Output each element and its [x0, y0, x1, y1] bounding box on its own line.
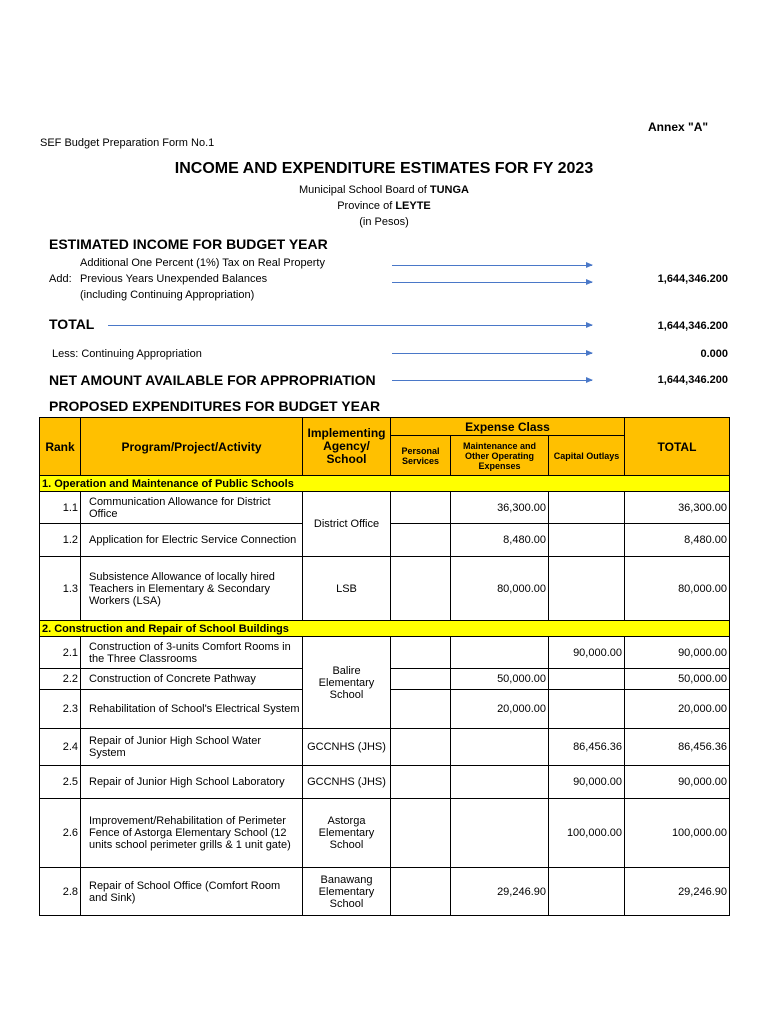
group-row-operation: 1. Operation and Maintenance of Public Schools — [40, 476, 730, 492]
income-line-balances: Previous Years Unexpended Balances — [80, 273, 268, 285]
header-rank: Rank — [40, 418, 81, 476]
row-mooe: 80,000.00 — [451, 557, 549, 621]
row-ps — [391, 690, 451, 729]
row-total: 80,000.00 — [625, 557, 730, 621]
income-line-tax: Additional One Percent (1%) Tax on Real Property — [80, 257, 325, 269]
annex-label: Annex "A" — [648, 120, 709, 134]
row-rank: 2.8 — [40, 868, 81, 916]
table-row — [40, 729, 730, 766]
row-ps — [391, 868, 451, 916]
row-mooe: 50,000.00 — [451, 669, 549, 690]
arrow-icon — [392, 265, 592, 266]
total-label: TOTAL — [49, 316, 95, 332]
row-description: Construction of Concrete Pathway — [81, 669, 303, 690]
header-total: TOTAL — [625, 418, 730, 476]
board-name: TUNGA — [429, 184, 469, 196]
table-row — [40, 557, 730, 621]
row-ps — [391, 669, 451, 690]
row-mooe: 36,300.00 — [451, 492, 549, 524]
header-mooe: Maintenance and Other Operating Expenses — [451, 436, 549, 476]
row-co: 86,456.36 — [549, 729, 625, 766]
row-total: 20,000.00 — [625, 690, 730, 729]
table-row — [40, 492, 730, 524]
row-rank: 1.1 — [40, 492, 81, 524]
board-prefix: Municipal School Board of — [299, 184, 430, 196]
row-mooe — [451, 766, 549, 799]
table-row — [40, 766, 730, 799]
row-agency: Balire Elementary School — [303, 637, 391, 729]
row-description: Improvement/Rehabilitation of Perimeter Fence of Astorga Elementary School (12 units school perimeter grills & 1 unit gate) — [81, 799, 303, 868]
province-prefix: Province of — [337, 200, 396, 212]
row-rank: 1.3 — [40, 557, 81, 621]
row-description: Communication Allowance for District Office — [81, 492, 303, 524]
province-line — [0, 200, 768, 212]
total-amount: 1,644,346.200 — [657, 320, 728, 332]
row-co — [549, 669, 625, 690]
row-co — [549, 492, 625, 524]
row-co: 90,000.00 — [549, 637, 625, 669]
row-rank: 2.4 — [40, 729, 81, 766]
row-co — [549, 690, 625, 729]
row-description: Repair of Junior High School Laboratory — [81, 766, 303, 799]
row-total: 90,000.00 — [625, 766, 730, 799]
row-total: 86,456.36 — [625, 729, 730, 766]
row-rank: 1.2 — [40, 524, 81, 557]
add-label: Add: — [49, 273, 72, 285]
row-agency: District Office — [303, 492, 391, 557]
row-co: 90,000.00 — [549, 766, 625, 799]
row-total: 29,246.90 — [625, 868, 730, 916]
row-agency: Astorga Elementary School — [303, 799, 391, 868]
row-co — [549, 524, 625, 557]
row-agency: GCCNHS (JHS) — [303, 766, 391, 799]
header-agency: Implementing Agency/ School — [303, 418, 391, 476]
row-rank: 2.1 — [40, 637, 81, 669]
row-ps — [391, 766, 451, 799]
expenditure-table — [39, 417, 730, 916]
row-co — [549, 868, 625, 916]
board-line — [0, 184, 768, 196]
row-agency: Banawang Elementary School — [303, 868, 391, 916]
header-program: Program/Project/Activity — [81, 418, 303, 476]
row-mooe — [451, 637, 549, 669]
arrow-icon — [108, 325, 592, 326]
row-ps — [391, 524, 451, 557]
row-ps — [391, 637, 451, 669]
income-line-continuing: (including Continuing Appropriation) — [80, 289, 255, 301]
row-ps — [391, 729, 451, 766]
row-description: Construction of 3-units Comfort Rooms in the Three Classrooms — [81, 637, 303, 669]
row-rank: 2.6 — [40, 799, 81, 868]
row-total: 100,000.00 — [625, 799, 730, 868]
form-number: SEF Budget Preparation Form No.1 — [40, 137, 215, 149]
row-mooe — [451, 799, 549, 868]
row-total: 36,300.00 — [625, 492, 730, 524]
row-description: Repair of School Office (Comfort Room and Sink) — [81, 868, 303, 916]
row-rank: 2.5 — [40, 766, 81, 799]
row-agency: GCCNHS (JHS) — [303, 729, 391, 766]
header-capital-outlays: Capital Outlays — [549, 436, 625, 476]
row-description: Repair of Junior High School Water System — [81, 729, 303, 766]
header-personal-services: Personal Services — [391, 436, 451, 476]
row-ps — [391, 557, 451, 621]
row-description: Subsistence Allowance of locally hired Teachers in Elementary & Secondary Workers (LSA) — [81, 557, 303, 621]
income-heading: ESTIMATED INCOME FOR BUDGET YEAR — [49, 236, 328, 252]
row-description: Application for Electric Service Connection — [81, 524, 303, 557]
province-name: LEYTE — [395, 200, 431, 212]
row-total: 50,000.00 — [625, 669, 730, 690]
row-total: 8,480.00 — [625, 524, 730, 557]
currency-note: (in Pesos) — [359, 216, 409, 228]
page-title: INCOME AND EXPENDITURE ESTIMATES FOR FY 2023 — [174, 160, 594, 177]
row-co — [549, 557, 625, 621]
expenditure-heading: PROPOSED EXPENDITURES FOR BUDGET YEAR — [49, 398, 381, 414]
row-mooe — [451, 729, 549, 766]
less-amount: 0.000 — [700, 348, 728, 360]
row-total: 90,000.00 — [625, 637, 730, 669]
row-agency: LSB — [303, 557, 391, 621]
row-mooe: 8,480.00 — [451, 524, 549, 557]
row-mooe: 20,000.00 — [451, 690, 549, 729]
group-row-construction: 2. Construction and Repair of School Buildings — [40, 621, 730, 637]
row-mooe: 29,246.90 — [451, 868, 549, 916]
table-row — [40, 799, 730, 868]
header-expense-class: Expense Class — [391, 418, 625, 436]
row-rank: 2.2 — [40, 669, 81, 690]
row-rank: 2.3 — [40, 690, 81, 729]
balances-amount: 1,644,346.200 — [657, 273, 728, 285]
net-amount: 1,644,346.200 — [657, 374, 728, 386]
row-co: 100,000.00 — [549, 799, 625, 868]
row-ps — [391, 799, 451, 868]
less-label: Less: Continuing Appropriation — [52, 348, 202, 360]
row-description: Rehabilitation of School's Electrical System — [81, 690, 303, 729]
table-row — [40, 637, 730, 669]
net-label: NET AMOUNT AVAILABLE FOR APPROPRIATION — [49, 372, 376, 388]
row-ps — [391, 492, 451, 524]
table-row — [40, 868, 730, 916]
